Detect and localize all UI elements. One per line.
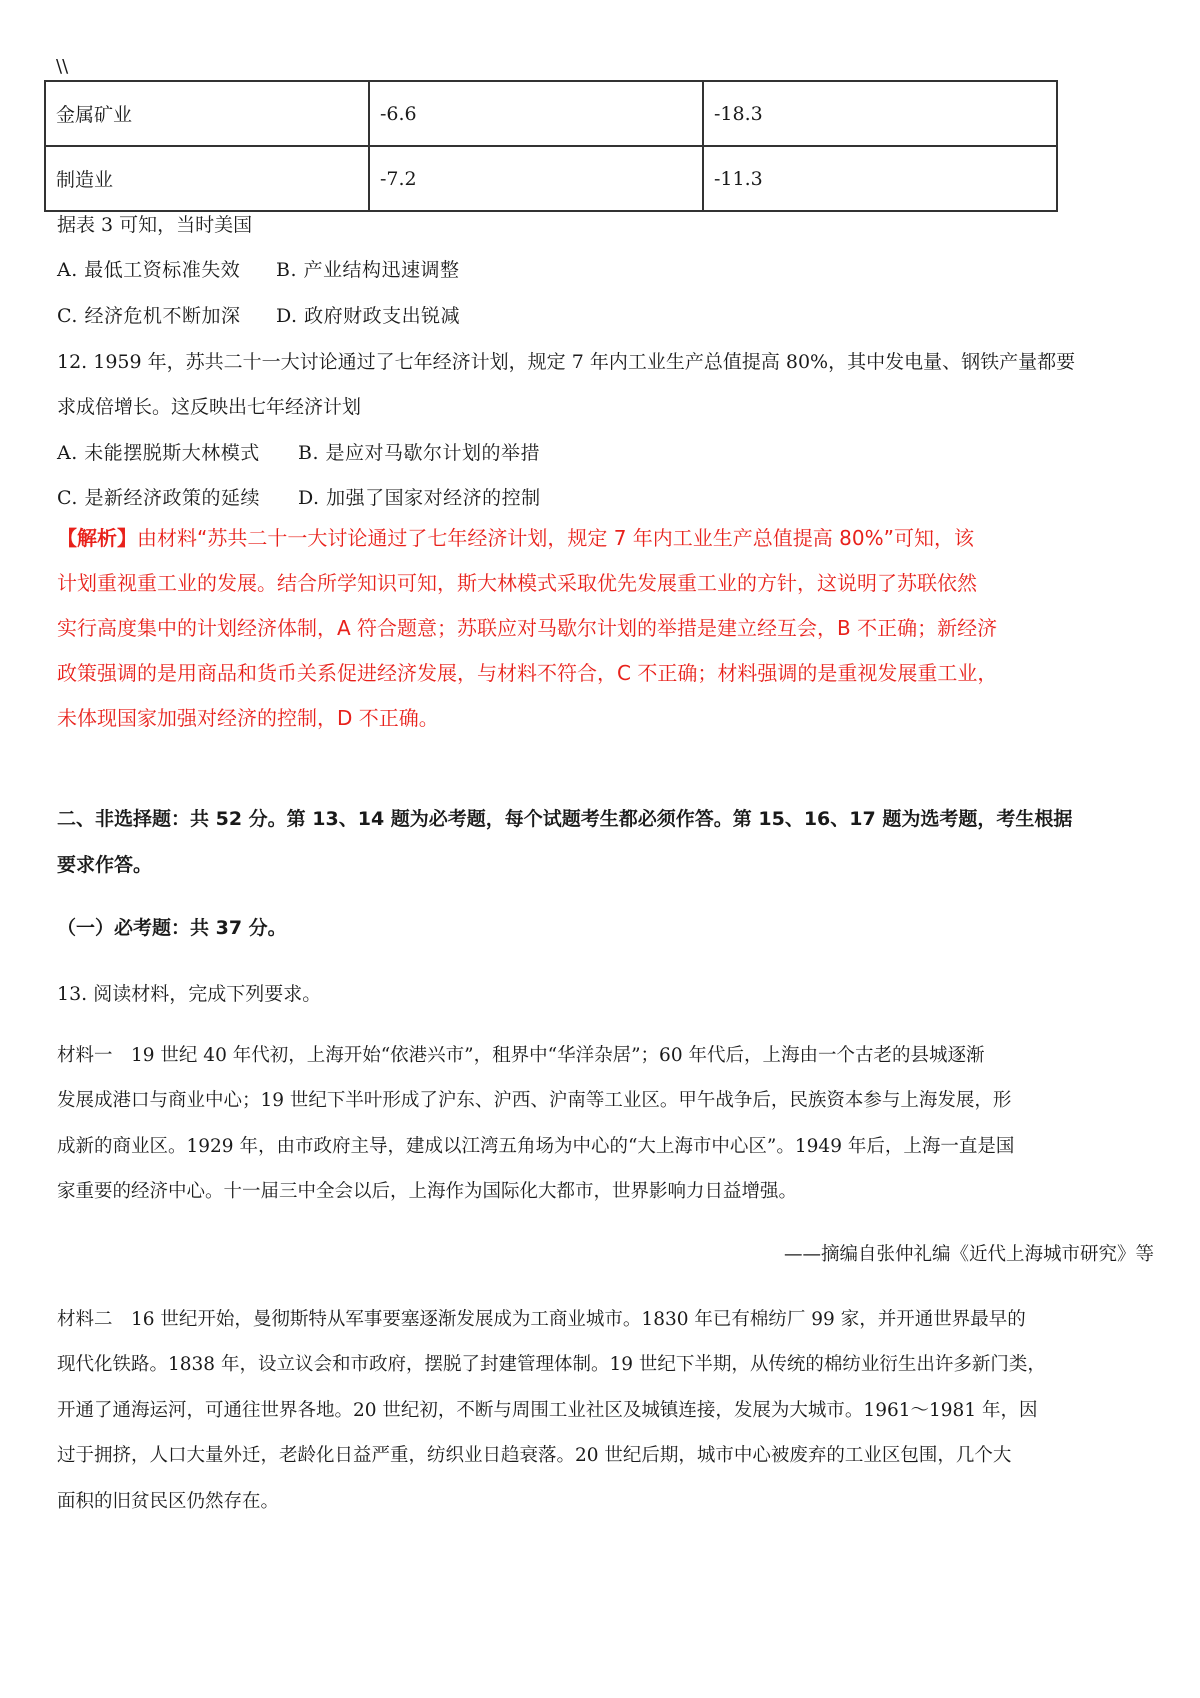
analysis-line-5: 未体现国家加强对经济的控制，D 不正确。 (57, 706, 439, 730)
q12-option-b: B. 是应对马歇尔计划的举措 (298, 442, 541, 464)
material-1-line-4: 家重要的经济中心。十一届三中全会以后，上海作为国际化大都市，世界影响力日益增强。 (57, 1181, 798, 1202)
table-cell: -6.6 (369, 81, 703, 146)
q11-stem: 据表 3 可知，当时美国 (57, 214, 253, 236)
analysis-line-3: 实行高度集中的计划经济体制，A 符合题意；苏联应对马歇尔计划的举措是建立经互会，B 不正确；新经济 (57, 616, 998, 640)
q12-option-a: A. 未能摆脱斯大林模式 (57, 442, 260, 464)
q11-option-c: C. 经济危机不断加深 (57, 305, 241, 327)
analysis-line-2: 计划重视重工业的发展。结合所学知识可知，斯大林模式采取优先发展重工业的方针，这说明了苏联依然 (57, 571, 977, 595)
q13-stem: 13. 阅读材料，完成下列要求。 (57, 983, 322, 1005)
material-1-line-3: 成新的商业区。1929 年，由市政府主导，建成以江湾五角场为中心的“大上海市中心区”。1949 年后，上海一直是国 (57, 1136, 1015, 1157)
material-1-source: ——摘编自张仲礼编《近代上海城市研究》等 (783, 1244, 1154, 1265)
table-cell: -18.3 (703, 81, 1057, 146)
table-cell: 制造业 (45, 146, 369, 211)
material-2-line-5: 面积的旧贫民区仍然存在。 (57, 1491, 280, 1512)
table-row (45, 81, 1057, 146)
q12-option-c: C. 是新经济政策的延续 (57, 487, 260, 509)
table-row (45, 146, 1057, 211)
q12-option-d: D. 加强了国家对经济的控制 (298, 487, 541, 509)
material-2-line-1: 材料二 16 世纪开始，曼彻斯特从军事要塞逐渐发展成为工商业城市。1830 年已有棉纺厂 99 家，并开通世界最早的 (57, 1309, 1026, 1330)
top-mark: \\ (56, 56, 69, 77)
analysis-line-1 (57, 524, 974, 552)
data-table (44, 80, 1058, 212)
material-2-line-3: 开通了通海运河，可通往世界各地。20 世纪初，不断与周围工业社区及城镇连接，发展为大城市。1961～1981 年，因 (57, 1400, 1038, 1421)
material-1-line-1: 材料一 19 世纪 40 年代初，上海开始“依港兴市”，租界中“华洋杂居”；60 年代后，上海由一个古老的县城逐渐 (57, 1045, 985, 1066)
material-1-line-2: 发展成港口与商业中心；19 世纪下半叶形成了沪东、沪西、沪南等工业区。甲午战争后，民族资本参与上海发展，形 (57, 1090, 1012, 1111)
q11-option-d: D. 政府财政支出锐减 (276, 305, 461, 327)
q11-option-b: B. 产业结构迅速调整 (276, 259, 460, 281)
sub-heading: （一）必考题：共 37 分。 (57, 917, 287, 939)
q12-stem-line-2: 求成倍增长。这反映出七年经济计划 (57, 396, 362, 418)
section-heading-line-2: 要求作答。 (57, 854, 153, 876)
q11-option-a: A. 最低工资标准失效 (57, 259, 241, 281)
q12-stem-line-1: 12. 1959 年，苏共二十一大讨论通过了七年经济计划，规定 7 年内工业生产总值提高 80%，其中发电量、钢铁产量都要 (57, 351, 1076, 373)
analysis-line-4: 政策强调的是用商品和货币关系促进经济发展，与材料不符合，C 不正确；材料强调的是重视发展重工业， (57, 661, 998, 685)
material-2-line-4: 过于拥挤，人口大量外迁，老龄化日益严重，纺织业日趋衰落。20 世纪后期，城市中心被废弃的工业区包围，几个大 (57, 1445, 1012, 1466)
table-cell: 金属矿业 (45, 81, 369, 146)
analysis-tag: 【解析】 (57, 526, 137, 550)
material-2-line-2: 现代化铁路。1838 年，设立议会和市政府，摆脱了封建管理体制。19 世纪下半期，从传统的棉纺业衍生出许多新门类， (57, 1354, 1046, 1375)
section-heading-line-1: 二、非选择题：共 52 分。第 13、14 题为必考题，每个试题考生都必须作答。第 15、16、17 题为选考题，考生根据 (57, 808, 1073, 830)
table-cell: -7.2 (369, 146, 703, 211)
analysis-text: 由材料“苏共二十一大讨论通过了七年经济计划，规定 7 年内工业生产总值提高 80%”可知，该 (137, 526, 974, 550)
table-cell: -11.3 (703, 146, 1057, 211)
